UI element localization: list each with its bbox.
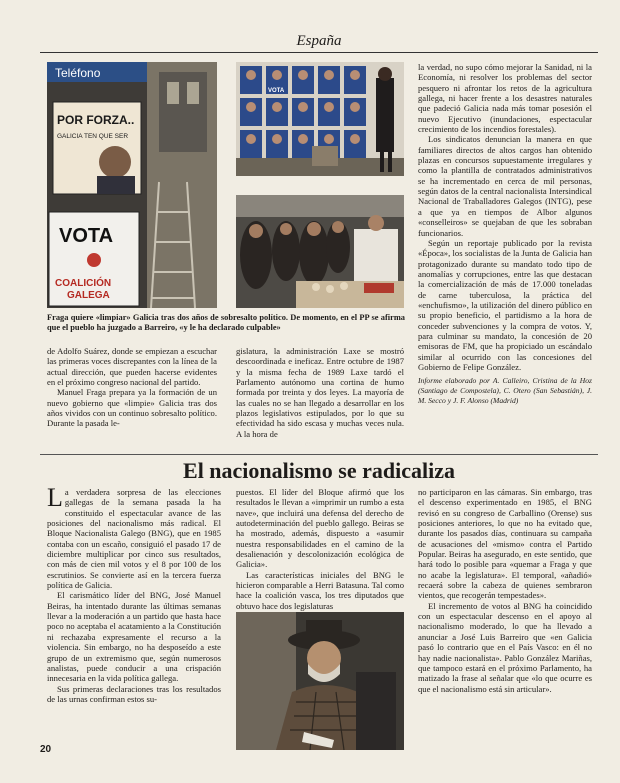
poster-galicia-ten: GALICIA TEN QUE SER bbox=[57, 133, 129, 140]
photo-posters-image bbox=[47, 62, 217, 308]
poster-coalicion: COALICIÓN bbox=[55, 278, 112, 289]
article2-column-3 bbox=[418, 487, 592, 694]
photo-beiras bbox=[236, 612, 404, 750]
article2-col1-p1-text: a verdadera sorpresa de las elecciones gallegas de la semana pasada la ha constituido el espectacular avance de las posiciones del nacionalismo más radical. El Bloque Nacionalista Galego (BNG), que en 1985 contaba con un escaño, consiguió el pasado 17 de diciembre multiplicar por cinco sus resultados, con más de cien mil votos y el 8 por 100 de los escrutinios. Se convierte así en la tercera fuerza política de Galicia. bbox=[47, 487, 221, 591]
article2-col3-paragraph-2: El incremento de votos al BNG ha coincidido con un espectacular descenso en el apoyo al nacionalismo moderado, lo que ha llevado a anunciar a José Luis Barreiro que «en Galicia pasó lo contrario que en el País Vasco: en él no hay nadie nacionalista». Pablo González Mariñas, que tampoco estará en el próximo Parlamento, ha matizado la frase al señalar que «lo que ocurre es que el nacionalismo está sin articular». bbox=[418, 600, 592, 694]
photo-posters bbox=[47, 62, 217, 308]
telefono-sign: Teléfono bbox=[55, 66, 101, 80]
article1-column-2 bbox=[236, 346, 404, 439]
article2-col2-paragraph-2: Las características iniciales del BNG le hicieron comparable a Herri Batasuna. Tal como hace la coalición vasca, los tres diputados que obtuvo hace dos legislaturas bbox=[236, 569, 404, 611]
article1-col1-paragraph-2: Manuel Fraga prepara ya la formación de un nuevo gobierno que «limpie» Galicia tras dos años vividos con un continuo sobresalto político. Durante la pasada le- bbox=[47, 387, 217, 429]
photo-beiras-image bbox=[236, 612, 404, 750]
photo-poster-wall bbox=[236, 62, 404, 176]
photo-caption: Fraga quiere «limpiar» Galicia tras dos años de sobresalto político. De momento, en el PP se afirma que el pueblo ha juzgado a Barreiro, «y le ha declarado culpable» bbox=[47, 313, 405, 333]
article2-headline: El nacionalismo se radicaliza bbox=[40, 454, 598, 485]
article1-col1-paragraph: de Adolfo Suárez, donde se empiezan a escuchar las primeras voces discrepantes con la línea de la actual dirección, que pueden hacerse evidentes en el próximo congreso nacional del partido. bbox=[47, 346, 217, 388]
article2-column-2 bbox=[236, 487, 404, 611]
photo-market-image bbox=[236, 195, 404, 308]
article1-col3-paragraph-3: Según un reportaje publicado por la revista «Época», los socialistas de la Junta de Galicia han protagonizado durante su mandato todo tipo de anomalías y corrupciones, entre las que destacan la comercialización de más de 17.000 toneladas de carne tuberculosa, la práctica del «enchufismo», la utilización del dinero público en su propio beneficio, el partidismo a la hora de conceder subvenciones y la compra de votos. Y, para culminar su mandato, la concesión de 20 emisoras de FM, que ha propiciado un escándalo similar al ocurrido con las concesiones del Gobierno de Felipe González. bbox=[418, 237, 592, 372]
article1-column-3 bbox=[418, 62, 592, 406]
article1-col3-paragraph: la verdad, no supo cómo mejorar la Sanidad, ni la Economía, ni resolver los problemas del sector pesquero ni afrontar los retos de la agricultura gallega, ni hacer frente a los desastres naturales que padeció Galicia nada más tomar posesión el nuevo Ejecutivo (inundaciones, espectacular crecimiento de los incendios forestales). bbox=[418, 62, 592, 135]
article1-credit: Informe elaborado por A. Calleiro, Cristina de la Hoz (Santiago de Compostela), C. Otero (San Sebastián), J. M. Secco y J. F. Alonso (Madrid) bbox=[418, 376, 592, 405]
article2-col2-paragraph-1: puestos. El líder del Bloque afirmó que los resultados le llevan a «imprimir un rumbo a esta nave», que incluirá una defensa del derecho de autodeterminación del pueblo gallego. Beiras se ha mostrado, además, dispuesto a «asumir nuestra responsabilidades en el camino de la desalienación y descolonización ecológica de Galicia». bbox=[236, 487, 404, 570]
article2-col3-paragraph-1: no participaron en las cámaras. Sin embargo, tras el descenso experimentado en 1985, el BNG revisó en su congreso de Carballino (Orense) sus posiciones anteriores, lo que no ha evitado que, durante los pasados días, continuara su campaña de acusaciones del «mismo» contra el Partido Popular. Beiras ha asegurado, en este sentido, que hará todo lo posible para «quemar a Fraga y que no acabe la legislatura». El temporal, «añadió» recaerá sobre la cabeza de quienes sembraron vientos, que recogerán tempestades». bbox=[418, 487, 592, 601]
article2-dropcap: L bbox=[47, 483, 63, 512]
article1-column-1 bbox=[47, 346, 217, 429]
article2-column-1 bbox=[47, 483, 221, 704]
page-number: 20 bbox=[40, 744, 52, 755]
wall-poster-vota: VOTA bbox=[268, 88, 285, 94]
article2-col1-paragraph-1 bbox=[47, 483, 221, 591]
photo-poster-wall-image bbox=[236, 62, 404, 176]
photo-market bbox=[236, 195, 404, 308]
poster-por-forza: POR FORZA.. bbox=[57, 113, 135, 127]
poster-galega: GALEGA bbox=[67, 290, 110, 301]
article1-col3-paragraph-2: Los sindicatos denuncian la manera en que familiares directos de altos cargos han obtenido plazas en concursos supuestamente irregulares y como la plantilla de contratados administrativos se ha incrementado en cerca de mil personas, según datos de la central nacionalista Intersindical Nacional de Traballadores Galegos (INTG), pese a que ya en tiempos de Albor algunos «conselleiros» se quejaban de que les sobraban funcionarios. bbox=[418, 134, 592, 238]
article2-col1-paragraph-2: El carismático líder del BNG, José Manuel Beiras, ha intentado durante las últimas semanas llevar a la moderación a un partido que hasta hace poco no aceptaba el acatamiento a la Constitución ni rechazaba expresamente el recurso a la violencia. Sin embargo, no ha desposeído a este grupo de un extremismo que, según numerosos analistas, puede conducir a una crispación innecesaria en la vida política gallega. bbox=[47, 590, 221, 684]
section-header: España bbox=[40, 30, 598, 53]
poster-vota: VOTA bbox=[59, 225, 114, 247]
article1-col2-paragraph: gislatura, la administración Laxe se mostró descoordinada e ineficaz. Entre octubre de 1987 y la misma fecha de 1989 Laxe tardó el Parlamento autónomo una cortina de humo formada por treinta y dos leyes. La mayoría de las cuales no se han llegado a desarrollar en los plazos legislativos estipulados, por lo que su efectividad ha sido escasa y muchas veces nula. A la hora de bbox=[236, 346, 404, 439]
article2-col1-paragraph-3: Sus primeras declaraciones tras los resultados de las urnas confirman estos su- bbox=[47, 683, 221, 704]
